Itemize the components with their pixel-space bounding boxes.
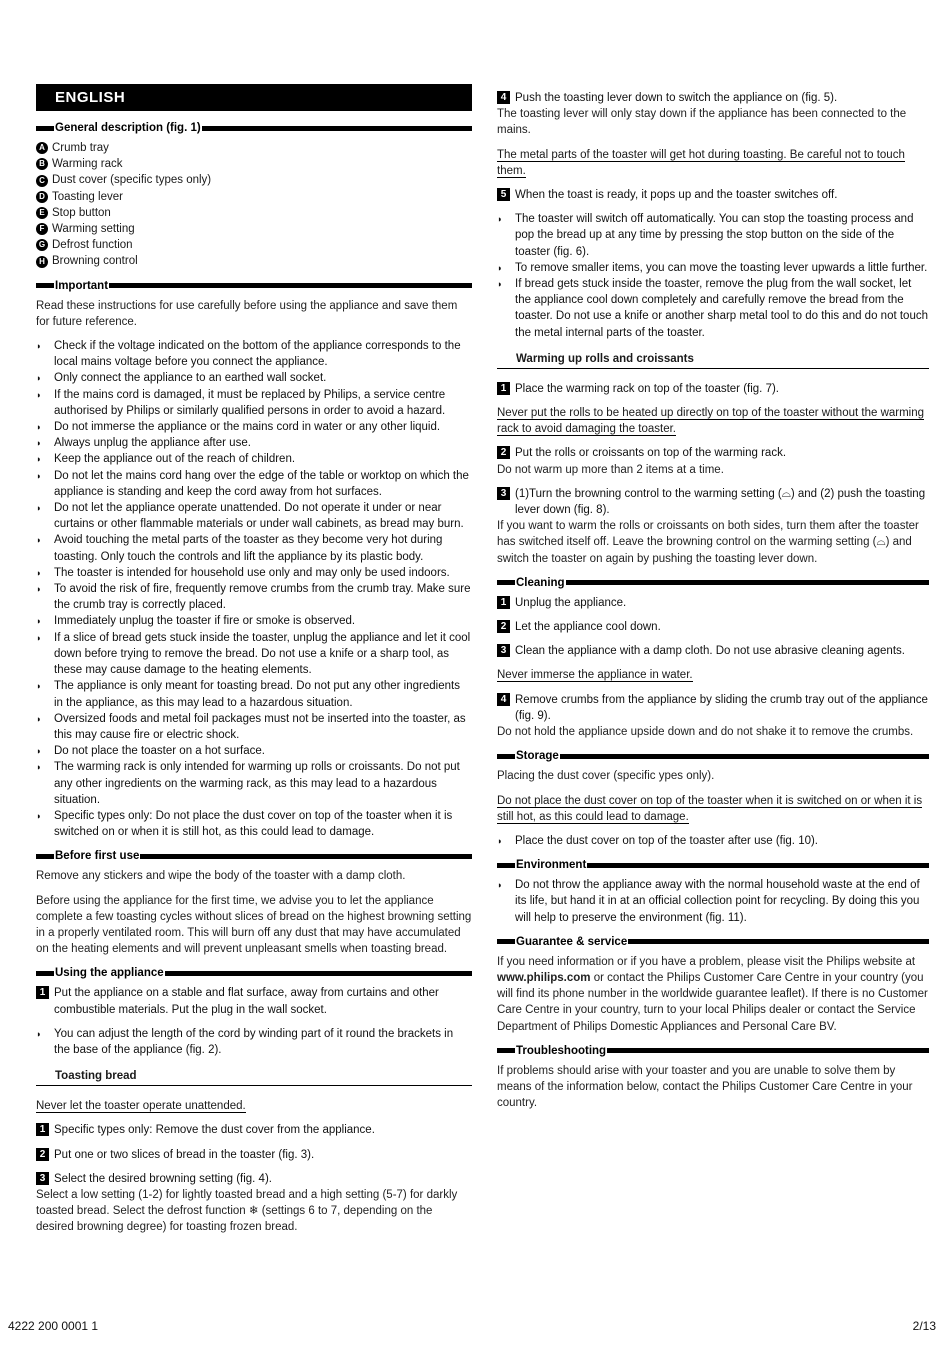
section-title: Before first use (55, 850, 140, 863)
section-title: General description (fig. 1) (55, 122, 201, 134)
list-item: H Browning control (36, 253, 472, 269)
step-number-icon: 4 (497, 91, 510, 104)
bullet-icon: ◗ (36, 1028, 42, 1039)
section-troubleshooting (497, 1044, 929, 1058)
bullet-list (497, 211, 929, 341)
list-item: ◗ If bread gets stuck inside the toaster, remove the plug from the wall socket, let the appliance cool down completely and carefully remove the bread from the toaster. Do not use a knife or another sharp metal tool to do this and do not touch the metal internal parts of the toaster. (497, 276, 929, 341)
bullet-icon: ◗ (36, 454, 42, 465)
bullet-icon: ◗ (497, 262, 503, 273)
bullet-icon: ◗ (36, 422, 42, 433)
letter-badge-icon: G (36, 239, 48, 251)
step-number-icon: 1 (36, 1123, 49, 1136)
bullet-icon: ◗ (36, 616, 42, 627)
list-item: E Stop button (36, 205, 472, 221)
letter-badge-icon: B (36, 158, 48, 170)
list-item: G Defrost function (36, 237, 472, 253)
bullet-list (497, 833, 929, 849)
list-item: B Warming rack (36, 156, 472, 172)
language-header: ENGLISH (36, 84, 472, 111)
list-item: D Toasting lever (36, 189, 472, 205)
bullet-icon: ◗ (36, 810, 42, 821)
list-item: C Dust cover (specific types only) (36, 172, 472, 188)
step-item: 3 (1)Turn the browning control to the warming setting (⌓) and (2) push the toasting lever down (fig. 8). (497, 486, 929, 518)
page-number: 2/13 (912, 1319, 936, 1333)
paragraph: Do not hold the appliance upside down and do not shake it to remove the crumbs. (497, 726, 914, 739)
bullet-icon: ◗ (36, 389, 42, 400)
step-item: 4 Remove crumbs from the appliance by sliding the crumb tray out of the appliance (fig. 9). (497, 692, 929, 724)
letter-badge-icon: F (36, 223, 48, 235)
section-using-the-appliance (36, 966, 472, 980)
paragraph: Read these instructions for use carefully before using the appliance and save them for future reference. (36, 299, 458, 328)
step-number-icon: 1 (497, 596, 510, 609)
paragraph: If problems should arise with your toaster and you are unable to solve them by means of the information below, contact the Philips Customer Care Centre in your country. (497, 1064, 913, 1110)
letter-badge-icon: C (36, 175, 48, 187)
paragraph: If you want to warm the rolls or croissants on both sides, turn them after the toaster has switched itself off. Leave the browning control on the warming setting (⌓) and switch the toaster on again by pushing the toasting lever down. (497, 520, 919, 565)
list-item: ◗ Avoid touching the metal parts of the toaster as they become very hot during toasting. Only touch the controls and lift the appliance by its plastic body. (36, 532, 472, 564)
bullet-list (36, 1026, 472, 1058)
section-title: Storage (516, 750, 559, 763)
right-column (497, 90, 929, 1119)
bullet-icon: ◗ (36, 762, 42, 773)
section-before-first-use (36, 849, 472, 863)
bullet-icon: ◗ (36, 470, 42, 481)
step-item: 1 Place the warming rack on top of the toaster (fig. 7). (497, 381, 929, 397)
letter-badge-icon: H (36, 256, 48, 268)
bullet-icon: ◗ (36, 535, 42, 546)
bullet-icon: ◗ (36, 632, 42, 643)
bullet-icon: ◗ (36, 746, 42, 757)
left-column (36, 84, 472, 1244)
step-number-icon: 3 (497, 487, 510, 500)
warning-underlined: Never immerse the appliance in water. (497, 669, 693, 682)
list-item: ◗ Do not throw the appliance away with the normal household waste at the end of its life, but hand it in at an official collection point for recycling. By doing this you will help to preserve the environment (fig. 11). (497, 877, 929, 926)
letter-badge-icon: A (36, 142, 48, 154)
warning-underlined: Do not place the dust cover on top of the toaster when it is switched on or when it is still hot, as this could lead to damage. (497, 794, 923, 823)
paragraph: Do not warm up more than 2 items at a time. (497, 463, 724, 476)
step-item: 4 Push the toasting lever down to switch the appliance on (fig. 5). (497, 90, 929, 106)
list-item: ◗ Keep the appliance out of the reach of children. (36, 451, 472, 467)
section-title: Guarantee & service (516, 935, 628, 948)
bullet-icon: ◗ (497, 279, 503, 290)
section-environment (497, 858, 929, 872)
section-title: Environment (516, 859, 587, 872)
step-item: 1 Specific types only: Remove the dust cover from the appliance. (36, 1122, 472, 1138)
list-item: ◗ The appliance is only meant for toasting bread. Do not put any other ingredients in the appliance, as this may lead to a hazardous situation. (36, 678, 472, 710)
list-item: ◗ Always unplug the appliance after use. (36, 435, 472, 451)
bullet-icon: ◗ (36, 681, 42, 692)
paragraph: Placing the dust cover (specific ypes only). (497, 770, 715, 783)
list-item: ◗ The warming rack is only intended for warming up rolls or croissants. Do not put any other ingredients on the warming rack, as this may lead to a hazardous situation. (36, 759, 472, 808)
step-item: 2 Let the appliance cool down. (497, 619, 929, 635)
step-number-icon: 5 (497, 188, 510, 201)
list-item: ◗ The toaster will switch off automatically. You can stop the toasting process and pop the bread up at any time by pressing the stop button on the side of the toaster (fig. 6). (497, 211, 929, 260)
section-title: Troubleshooting (516, 1044, 607, 1057)
bullet-icon: ◗ (497, 835, 503, 846)
section-title: Cleaning (516, 576, 565, 589)
step-number-icon: 3 (36, 1172, 49, 1185)
list-item: A Crumb tray (36, 140, 472, 156)
list-item: ◗ Specific types only: Do not place the dust cover on top of the toaster when it is switched on or when it is still hot, as this could lead to damage. (36, 808, 472, 840)
step-number-icon: 1 (497, 382, 510, 395)
list-item: ◗ To remove smaller items, you can move the toasting lever upwards a little further. (497, 260, 929, 276)
list-item: ◗ Check if the voltage indicated on the bottom of the appliance corresponds to the local mains voltage before you connect the appliance. (36, 338, 472, 370)
step-item: 5 When the toast is ready, it pops up and the toaster switches off. (497, 187, 929, 203)
step-item: 2 Put the rolls or croissants on top of the warming rack. (497, 445, 929, 461)
paragraph: Remove any stickers and wipe the body of the toaster with a damp cloth. (36, 870, 406, 883)
section-title: Using the appliance (55, 967, 164, 980)
step-item: 3 Select the desired browning setting (fig. 4). (36, 1171, 472, 1187)
list-item: ◗ Do not let the appliance operate unattended. Do not operate it under or near curtains or other flammable materials or under wall cabinets, as bread may burn. (36, 500, 472, 532)
section-title: Important (55, 279, 109, 292)
bullet-icon: ◗ (36, 373, 42, 384)
section-storage (497, 749, 929, 763)
list-item: ◗ If the mains cord is damaged, it must be replaced by Philips, a service centre authorised by Philips or similarly qualified persons in order to avoid a hazard. (36, 387, 472, 419)
bullet-icon: ◗ (36, 567, 42, 578)
list-item: ◗ Place the dust cover on top of the toaster after use (fig. 10). (497, 833, 929, 849)
bullet-icon: ◗ (36, 503, 42, 514)
document-code: 4222 200 0001 1 (8, 1319, 99, 1333)
subsection-warming-rolls: Warming up rolls and croissants (497, 353, 929, 369)
bullet-icon: ◗ (497, 880, 503, 891)
list-item: ◗ Immediately unplug the toaster if fire or smoke is observed. (36, 613, 472, 629)
paragraph: Select a low setting (1-2) for lightly toasted bread and a high setting (5-7) for darkly toasted bread. Select the defrost function ❄ (settings 6 to 7, depending on the desired browning degree) for toasting frozen bread. (36, 1188, 458, 1234)
list-item: ◗ Do not place the toaster on a hot surface. (36, 743, 472, 759)
letter-badge-icon: E (36, 207, 48, 219)
paragraph: If you need information or if you have a problem, please visit the Philips website at www.philips.com or contact the Philips Customer Care Centre in your country (you will find its phone number in the worldwide guarantee leaflet). If there is no Customer Care Centre in your country, turn to your local Philips dealer or contact the Service Department of Philips Domestic Appliances and Personal Care BV. (497, 955, 928, 1033)
step-item: 1 Put the appliance on a stable and flat surface, away from curtains and other combustible materials. Put the plug in the wall socket. (36, 985, 472, 1017)
warning-underlined: The metal parts of the toaster will get hot during toasting. Be careful not to touch them. (497, 148, 905, 177)
step-number-icon: 2 (497, 446, 510, 459)
website-link[interactable]: www.philips.com (497, 971, 591, 984)
list-item: ◗ If a slice of bread gets stuck inside the toaster, unplug the appliance and let it cool down before trying to remove the bread. Do not use a knife or a sharp tool, as these may cause damage to the heating elements. (36, 630, 472, 679)
bullet-icon: ◗ (36, 713, 42, 724)
step-number-icon: 2 (36, 1148, 49, 1161)
paragraph: Before using the appliance for the first time, we advise you to let the appliance complete a few toasting cycles without slices of bread on the highest browning setting in a properly ventilated room. This will burn off any dust that may have accumulated on the heating elements and will prevent unpleasant smells when toasting bread. (36, 894, 472, 956)
warning-underlined: Never put the rolls to be heated up directly on top of the toaster without the warming rack to avoid damaging the toaster. (497, 407, 925, 436)
important-bullet-list (36, 338, 472, 840)
bullet-icon: ◗ (497, 214, 503, 225)
step-item: 2 Put one or two slices of bread in the toaster (fig. 3). (36, 1147, 472, 1163)
list-item: ◗ Only connect the appliance to an earthed wall socket. (36, 370, 472, 386)
section-important (36, 279, 472, 293)
list-item: ◗ Do not immerse the appliance or the mains cord in water or any other liquid. (36, 419, 472, 435)
general-description-list (36, 140, 472, 270)
bullet-icon: ◗ (36, 438, 42, 449)
step-number-icon: 3 (497, 644, 510, 657)
section-guarantee (497, 935, 929, 949)
subsection-toasting-bread: Toasting bread (36, 1070, 472, 1086)
list-item: ◗ The toaster is intended for household use only and may only be used indoors. (36, 565, 472, 581)
bullet-icon: ◗ (36, 341, 42, 352)
section-cleaning (497, 576, 929, 590)
list-item: F Warming setting (36, 221, 472, 237)
letter-badge-icon: D (36, 191, 48, 203)
step-item: 3 Clean the appliance with a damp cloth. Do not use abrasive cleaning agents. (497, 643, 929, 659)
bullet-list (497, 877, 929, 926)
warning-underlined: Never let the toaster operate unattended. (36, 1100, 246, 1113)
list-item: ◗ Oversized foods and metal foil packages must not be inserted into the toaster, as this may cause fire or electric shock. (36, 711, 472, 743)
list-item: ◗ Do not let the mains cord hang over the edge of the table or worktop on which the appliance is standing and keep the cord away from hot surfaces. (36, 468, 472, 500)
list-item: ◗ You can adjust the length of the cord by winding part of it round the brackets in the base of the appliance (fig. 2). (36, 1026, 472, 1058)
section-general-description (36, 121, 472, 135)
step-number-icon: 4 (497, 693, 510, 706)
step-item: 1 Unplug the appliance. (497, 595, 929, 611)
paragraph: The toasting lever will only stay down if the appliance has been connected to the mains. (497, 108, 907, 137)
step-number-icon: 1 (36, 986, 49, 999)
list-item: ◗ To avoid the risk of fire, frequently remove crumbs from the crumb tray. Make sure the crumb tray is correctly placed. (36, 581, 472, 613)
bullet-icon: ◗ (36, 584, 42, 595)
step-number-icon: 2 (497, 620, 510, 633)
